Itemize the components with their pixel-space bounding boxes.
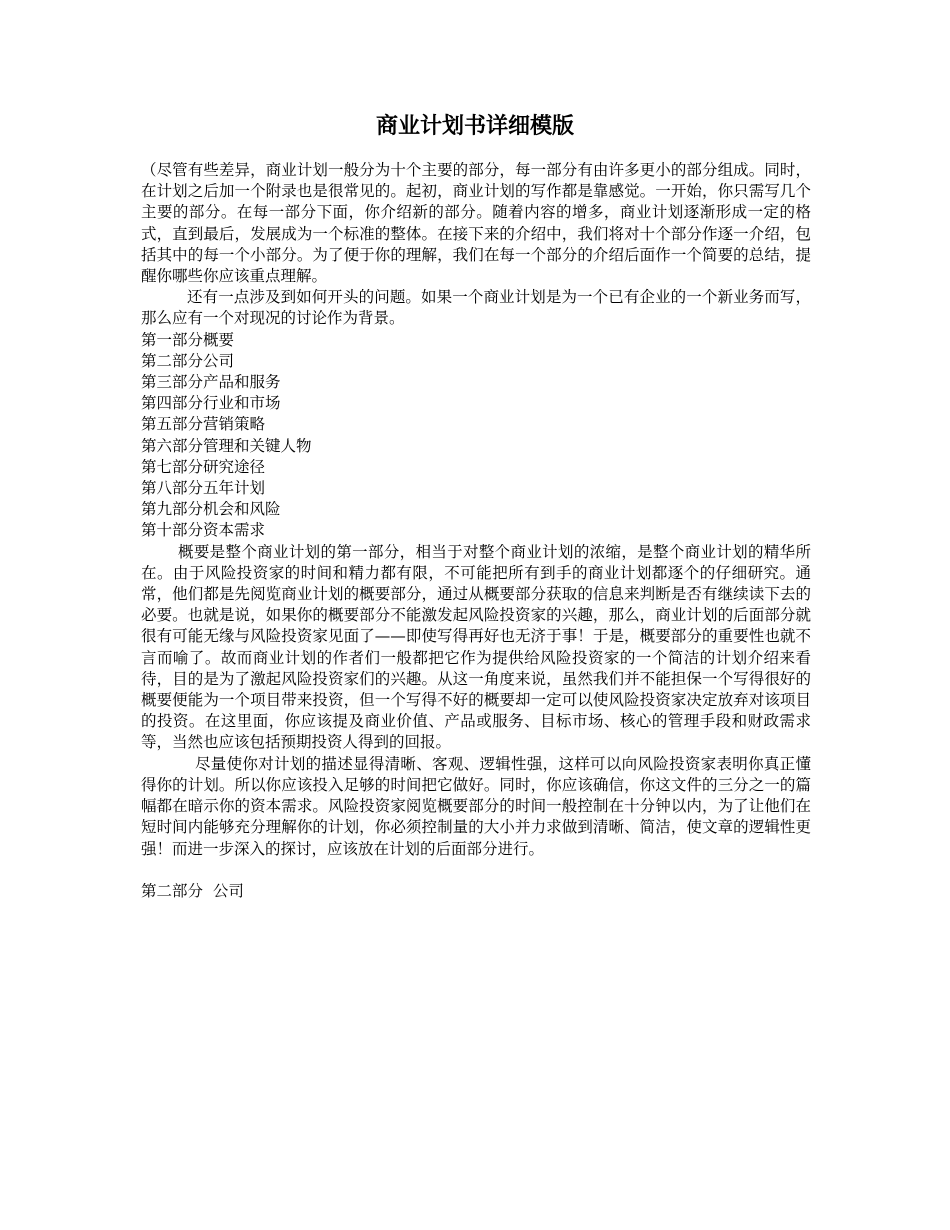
intro-paragraph-1: （尽管有些差异，商业计划一般分为十个主要的部分，每一部分有由许多更小的部分组成。同时，在计划之后加一个附录也是很常见的。起初，商业计划的写作都是靠感觉。一开始，你只需写几个主要的部分。在每一部分下面，你介绍新的部分。随着内容的增多，商业计划逐渐形成一定的格式，直到最后，发展成为一个标准的整体。在接下来的介绍中，我们将对十个部分作逐一介绍，包括其中的每一个小部分。为了便于你的理解，我们在每一个部分的介绍后面作一个简要的总结，提醒你哪些你应该重点理解。	[141, 161, 811, 286]
section-heading-company: 第二部分 公司	[141, 881, 244, 900]
toc-item-8: 第八部分五年计划	[141, 479, 266, 498]
table-of-contents	[141, 330, 811, 542]
toc-item-6: 第六部分管理和关键人物	[141, 436, 312, 455]
intro-paragraph-2: 还有一点涉及到如何开头的问题。如果一个商业计划是为一个已有企业的一个新业务而写，那么应有一个对现况的讨论作为背景。	[141, 288, 811, 328]
toc-item-4: 第四部分行业和市场	[141, 394, 281, 413]
toc-item-9: 第九部分机会和风险	[141, 500, 281, 519]
blank-line	[141, 860, 811, 881]
toc-item-5: 第五部分营销策略	[141, 415, 266, 434]
document-title: 商业计划书详细模版	[375, 114, 574, 139]
summary-paragraph-1: 概要是整个商业计划的第一部分，相当于对整个商业计划的浓缩，是整个商业计划的精华所在。由于风险投资家的时间和精力都有限，不可能把所有到手的商业计划都逐个的仔细研究。通常，他们都是先阅览商业计划的概要部分，通过从概要部分获取的信息来判断是否有继续读下去的必要。也就是说，如果你的概要部分不能激发起风险投资家的兴趣，那么，商业计划的后面部分就很有可能无缘与风险投资家见面了——即使写得再好也无济于事！于是，概要部分的重要性也就不言而喻了。故而商业计划的作者们一般都把它作为提供给风险投资家的一个简洁的计划介绍来看待，目的是为了激起风险投资家们的兴趣。从这一角度来说，虽然我们并不能担保一个写得很好的概要便能为一个项目带来投资，但一个写得不好的概要却一定可以使风险投资家决定放弃对该项目的投资。在这里面，你应该提及商业价值、产品或服务、目标市场、核心的管理手段和财政需求等，当然也应该包括预期投资人得到的回报。	[141, 542, 811, 752]
summary-paragraph-2: 尽量使你对计划的描述显得清晰、客观、逻辑性强，这样可以向风险投资家表明你真正懂得你的计划。所以你应该投入足够的时间把它做好。同时，你应该确信，你这文件的三分之一的篇幅都在暗示你的资本需求。风险投资家阅览概要部分的时间一般控制在十分钟以内，为了让他们在短时间内能够充分理解你的计划，你必须控制量的大小并力求做到清晰、简洁，使文章的逻辑性更强！而进一步深入的探讨，应该放在计划的后面部分进行。	[141, 754, 811, 858]
toc-item-1: 第一部分概要	[141, 330, 235, 349]
toc-item-3: 第三部分产品和服务	[141, 373, 281, 392]
toc-item-10: 第十部分资本需求	[141, 521, 266, 540]
document-body	[141, 160, 811, 902]
toc-item-7: 第七部分研究途径	[141, 457, 266, 476]
toc-item-2: 第二部分公司	[141, 351, 235, 370]
